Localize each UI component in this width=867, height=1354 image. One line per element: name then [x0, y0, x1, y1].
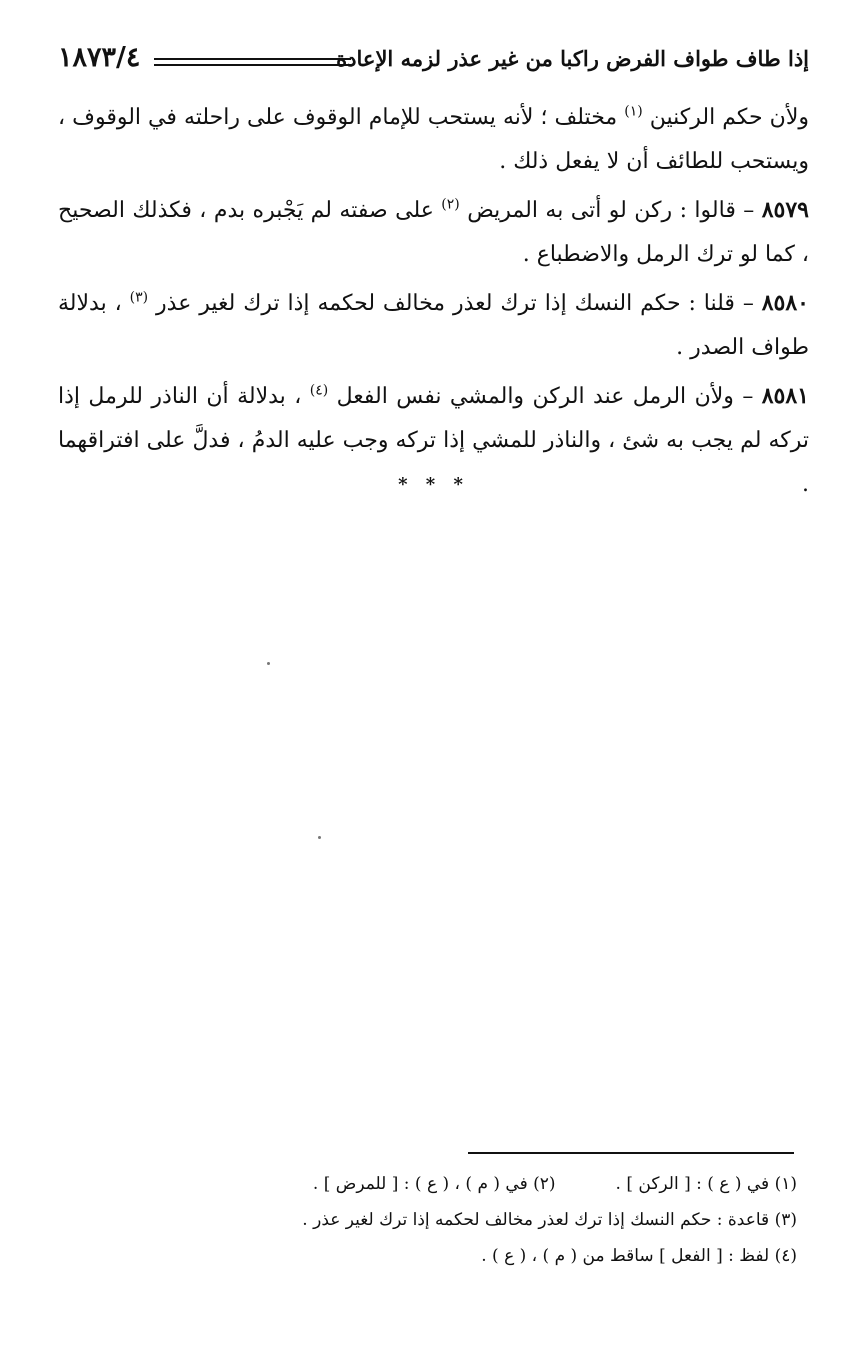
paragraph-text: على صفته لم يَجْبره بدم ، فكذلك الصحيح ، كما لو ترك الرمل والاضطباع .	[58, 198, 809, 267]
header-rule	[154, 58, 351, 66]
footnote-ref: (٢)	[441, 196, 460, 213]
footnote-row	[58, 1166, 797, 1202]
paragraph	[58, 96, 809, 184]
footnote-row	[58, 1202, 797, 1238]
paragraph-text: – ولأن الرمل عند الركن والمشي نفس الفعل	[328, 384, 762, 409]
footnote-3: (٣) قاعدة : حكم النسك إذا ترك لعذر مخالف لحكمه إذا ترك لغير عذر .	[302, 1210, 797, 1230]
footnote-4: (٤) لفظ : [ الفعل ] ساقط من ( م ) ، ( ع ) .	[481, 1246, 797, 1266]
footnote-1: (١) في ( ع ) : [ الركن ] .	[615, 1174, 797, 1194]
footnote-2: (٢) في ( م ) ، ( ع ) : [ للمرض ] .	[312, 1174, 556, 1194]
paragraph-number: ٨٥٨١	[761, 383, 809, 409]
footnote-rule	[468, 1152, 794, 1154]
body-text	[58, 96, 809, 511]
footnote-ref: (٤)	[309, 382, 329, 399]
section-separator: * * *	[398, 474, 469, 495]
paragraph	[58, 281, 809, 370]
paragraph-text: – قلنا : حكم النسك إذا ترك لعذر مخالف لحكمه إذا ترك لغير عذر	[148, 291, 762, 316]
scan-speck	[267, 662, 270, 665]
header-title: إذا طاف طواف الفرض راكبا من غير عذر لزمه الإعادة	[336, 46, 809, 71]
scan-speck	[318, 836, 321, 839]
paragraph-text: ، بدلالة أن الناذر للرمل إذا تركه لم يجب به شئ ، والناذر للمشي إذا تركه وجب عليه الدمُ ، فدلَّ على افتراقهما .	[58, 384, 809, 497]
page-number: ١٨٧٣/٤	[58, 42, 141, 73]
paragraph-text: – قالوا : ركن لو أتى به المريض	[459, 198, 762, 223]
footnotes	[58, 1166, 797, 1274]
paragraph-number: ٨٥٧٩	[761, 197, 809, 223]
running-header	[58, 38, 809, 78]
paragraph-text: ، بدلالة طواف الصدر .	[58, 291, 809, 360]
paragraph-text: ولأن حكم الركنين	[642, 105, 809, 130]
paragraph	[58, 188, 809, 277]
footnote-ref: (٣)	[129, 289, 149, 306]
footnote-ref: (١)	[624, 103, 643, 120]
paragraph-number: ٨٥٨٠	[761, 290, 809, 316]
paragraph-text: مختلف ؛ لأنه يستحب للإمام الوقوف على راحلته في الوقوف ، ويستحب للطائف أن لا يفعل ذلك .	[58, 105, 809, 174]
footnote-row	[58, 1238, 797, 1274]
